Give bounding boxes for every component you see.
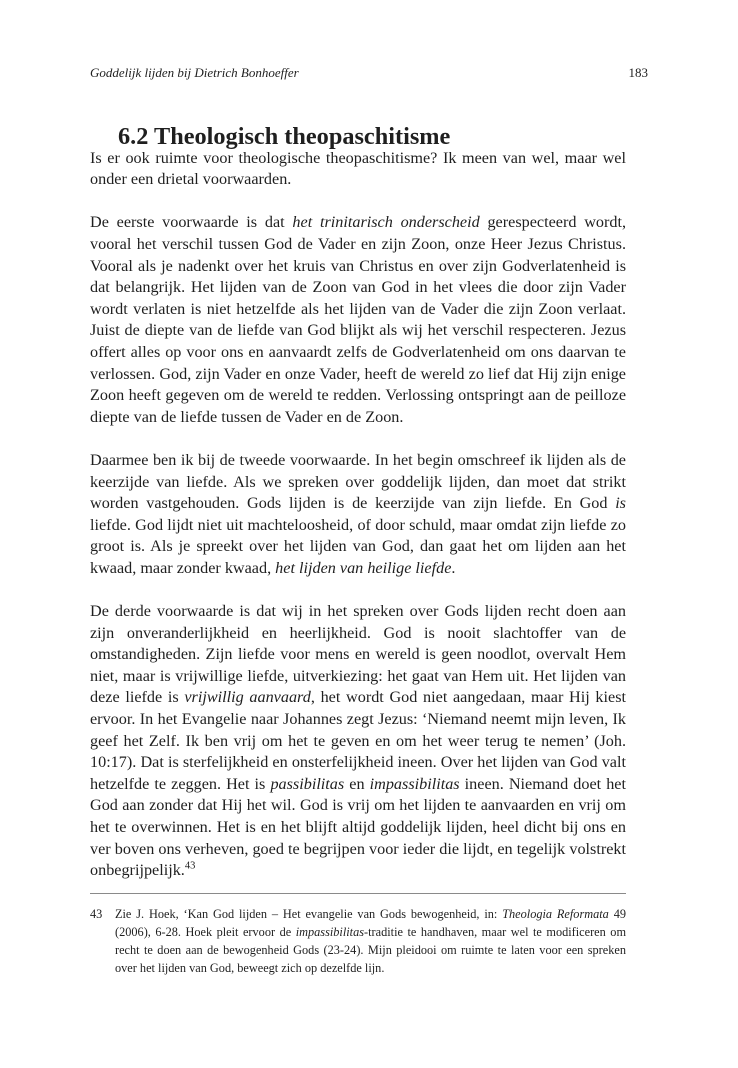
footnote-divider: [90, 893, 626, 894]
paragraph-text: en: [344, 774, 370, 793]
emphasis-text: passibilitas: [270, 774, 345, 793]
paragraph-intro: [90, 148, 626, 191]
paragraph-text: ineen. Niemand doet het God aan zonder dat Hij het wil. God is vrij om het lijden te aanvaarden en vrij om het te overwinnen. Het is en het blijft altijd goddelijk lijden, heel dicht bij ons en ver boven ons verheven, goed te begrijpen voor ieder die lijdt, en tegelijk volstrekt onbegrijpelijk.: [90, 774, 626, 880]
running-title: Goddelijk lijden bij Dietrich Bonhoeffer: [90, 65, 299, 80]
emphasis-text: het trinitarisch onderscheid: [292, 213, 480, 232]
footnote-emphasis: Theologia Reformata: [502, 907, 609, 921]
footnote-text-part: Zie J. Hoek, ‘Kan God lijden – Het evangelie van Gods bewogenheid, in:: [115, 907, 503, 921]
running-head: [90, 64, 648, 82]
paragraph-text: liefde. God lijdt niet uit machteloosheid, of door schuld, maar omdat zijn liefde zo groot is. Als je spreekt over het lijden van God, dan gaat het om lijden aan het kwaad, maar zonder kwaad,: [90, 515, 626, 577]
footnote-number: 43: [90, 907, 103, 921]
emphasis-text: is: [615, 494, 626, 513]
paragraph-first-condition: [90, 212, 626, 428]
paragraph-text: .: [451, 558, 456, 577]
paragraph-text: gerespecteerd wordt, vooral het verschil tussen God de Vader en zijn Zoon, onze Heer Jezus Christus. Vooral als je nadenkt over het kruis van Christus en over zijn Godverlatenheid is dat belangrijk. Het lijden van de Zoon van God in het vlees die door zijn Vader wordt verlaten is niet hetzelfde als het lijden van de Vader die zijn Zoon verlaat. Juist de diepte van de liefde van God blijkt als wij het verschil respecteren. Jezus offert alles op voor ons en aanvaardt zelfs de Godverlatenheid om ons daarvan te verlossen. God, zijn Vader en onze Vader, heeft de wereld zo lief dat Hij zijn enige Zoon heeft gegeven om de wereld te redden. Verlossing ontspringt aan de peilloze diepte van de liefde tussen de Vader en de Zoon.: [90, 213, 627, 426]
emphasis-text: impassibilitas: [369, 774, 460, 793]
footnote: [90, 905, 626, 977]
footnote-text-part: -traditie te handhaven, maar wel te modificeren om recht te doen aan de bewogenheid Gods (23-24). Mijn pleidooi om ruimte te laten voor een spreken over het lijden van God, beweegt zich op dezelfde lijn.: [115, 925, 627, 975]
paragraph-text: , het wordt God niet aangedaan, maar Hij kiest ervoor. In het Evangelie naar Johannes zegt Jezus: ‘Niemand neemt mijn leven, Ik geef het Zelf. Ik ben vrij om het te geven en om het weer terug te nemen’ (Joh. 10:17). Dat is sterfelijkheid en onsterfelijkheid ineen. Over het lijden van God valt hetzelfde te zeggen. Het is: [90, 688, 626, 793]
paragraph-text: De derde voorwaarde is dat wij in het spreken over Gods lijden recht doen aan zijn onveranderlijkheid en heerlijkheid. God is nooit slachtoffer van de omstandigheden. Zijn liefde voor mens en wereld is geen noodlot, overvalt Hem niet, maar is vrijwillige liefde, uitverkiezing: het gaat van Hem uit. Het lijden van deze liefde is: [90, 602, 626, 707]
paragraph-second-condition: [90, 450, 626, 580]
paragraph-text: De eerste voorwaarde is dat: [90, 213, 293, 232]
footnote-text: [115, 905, 626, 977]
footnote-emphasis: impassibilitas: [295, 925, 365, 939]
main-text: [90, 123, 627, 903]
paragraph-text: Is er ook ruimte voor theologische theopaschitisme? Ik meen van wel, maar wel onder een drietal voorwaarden.: [90, 148, 626, 189]
page-number: 183: [628, 65, 648, 80]
emphasis-text: het lijden van heilige liefde: [275, 558, 452, 577]
paragraph-text: Daarmee ben ik bij de tweede voorwaarde. In het begin omschreef ik lijden als de keerzijde van liefde. Als we spreken over goddelijk lijden, dan moet dat strikt worden vastgehouden. Gods lijden is de keerzijde van zijn liefde. En God: [90, 450, 626, 513]
emphasis-text: vrijwillig aanvaard: [184, 688, 311, 707]
paragraph-third-condition: [90, 601, 626, 882]
section-heading: 6.2 Theologisch theopaschitisme: [118, 123, 451, 150]
footnote-reference[interactable]: 43: [184, 860, 196, 872]
footnote-text-part: 49 (2006), 6-28. Hoek pleit ervoor de: [115, 907, 626, 939]
